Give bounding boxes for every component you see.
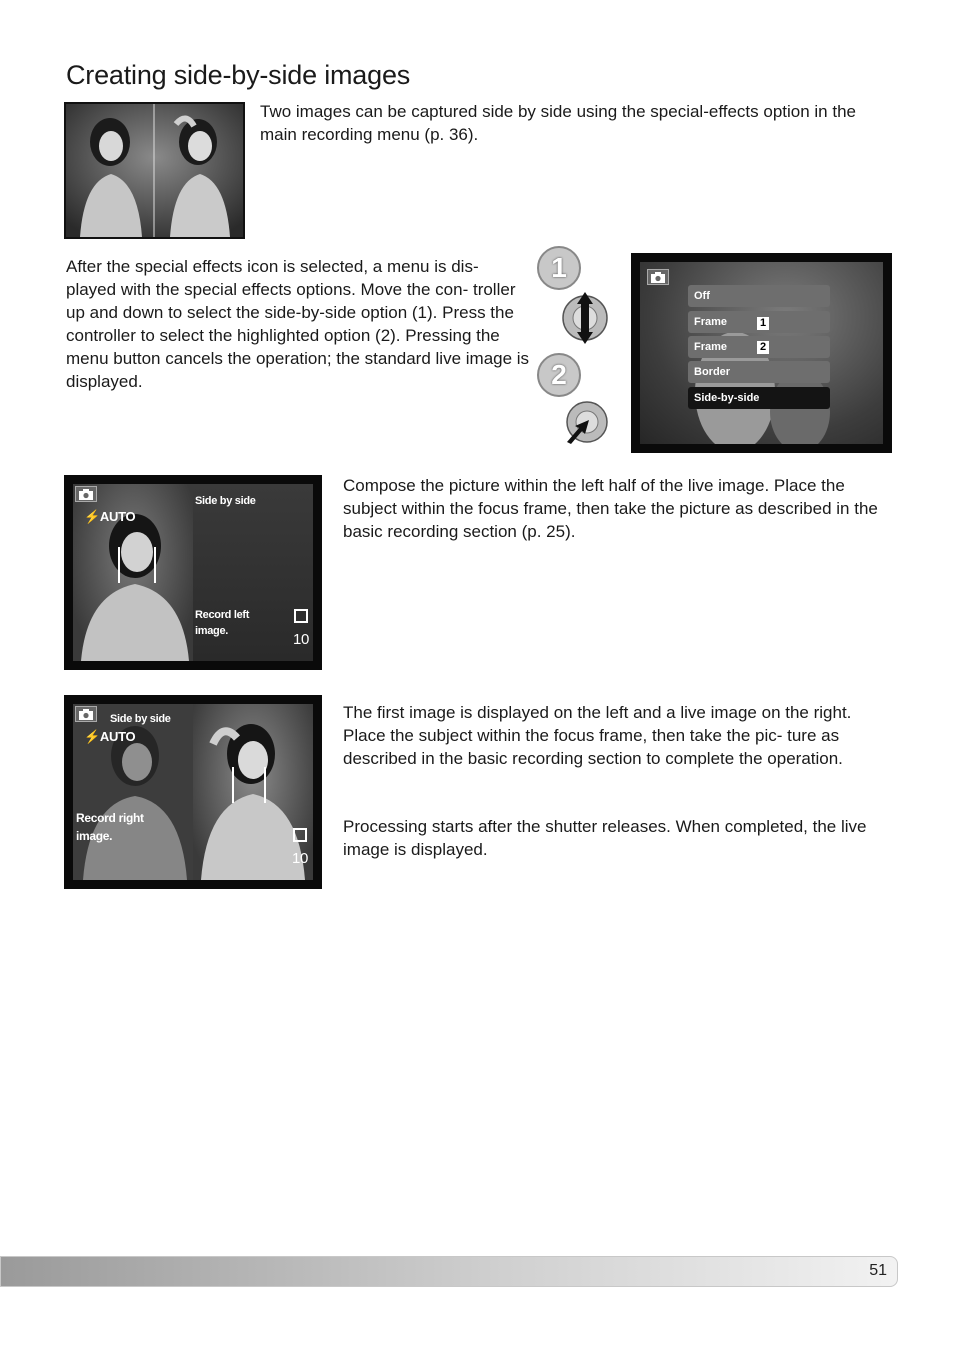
page-number: 51 [869,1262,887,1279]
controller-up-down-icon [553,290,611,351]
record-right-screen [64,695,322,889]
camera-mode-icon [75,706,97,722]
flash-mode-indicator: ⚡AUTO [84,509,136,524]
menu-item-border[interactable]: Border [688,361,830,383]
focus-frame [118,547,156,583]
first-image-text: The first image is displayed on the left and a live image on the right. Place the subject within the focus frame, then take the pic- ture as described in the basic recording section to complete the operation. [343,703,852,768]
processing-text: Processing starts after the shutter releases. When completed, the live image is displayed. [343,817,867,859]
frame-2-badge: 2 [757,341,769,354]
frame-counter: 10 [293,631,310,648]
menu-instructions-text: After the special effects icon is selected, a menu is dis- played with the special effects options. Move the con- troller up and down to select the side-by-side option (1). Press the controller to select the highlighted option (2). Pressing the menu button cancels the operation; the standard live image is displayed. [66,257,530,391]
record-prompt-line1: Record right [76,811,144,825]
side-by-side-heading: Side by side [195,495,256,507]
frame-1-badge: 1 [757,317,769,330]
step-1-badge: 1 [537,246,581,290]
flash-icon: ⚡ [84,729,100,744]
record-prompt-line1: Record left [195,609,250,621]
sample-side-by-side-photo [64,102,245,239]
menu-item-off[interactable]: Off [688,285,830,307]
menu-item-side-by-side[interactable]: Side-by-side [688,387,830,409]
record-prompt-line2: image. [76,829,113,843]
frame-counter: 10 [292,850,309,867]
page-title: Creating side-by-side images [66,60,411,90]
flash-icon: ⚡ [84,509,100,524]
step-2-badge: 2 [537,353,581,397]
page-footer-bar [0,1256,898,1287]
camera-mode-icon [75,486,97,502]
side-by-side-heading: Side by side [110,713,171,725]
flash-mode-indicator: ⚡AUTO [84,729,136,744]
focus-frame [232,767,266,803]
image-quality-icon [293,828,307,842]
image-quality-icon [294,609,308,623]
camera-mode-icon [647,269,669,285]
compose-text: Compose the picture within the left half of the live image. Place the subject within the focus frame, then take the picture as described in the basic recording section (p. 25). [343,476,878,541]
menu-item-frame-2[interactable]: Frame [688,336,830,358]
menu-item-frame-1[interactable]: Frame [688,311,830,333]
record-prompt-line2: image. [195,625,229,637]
intro-text: Two images can be captured side by side using the special-effects option in the main recording menu (p. 36). [260,102,856,144]
record-left-screen [64,475,322,670]
controller-press-icon [553,398,611,449]
